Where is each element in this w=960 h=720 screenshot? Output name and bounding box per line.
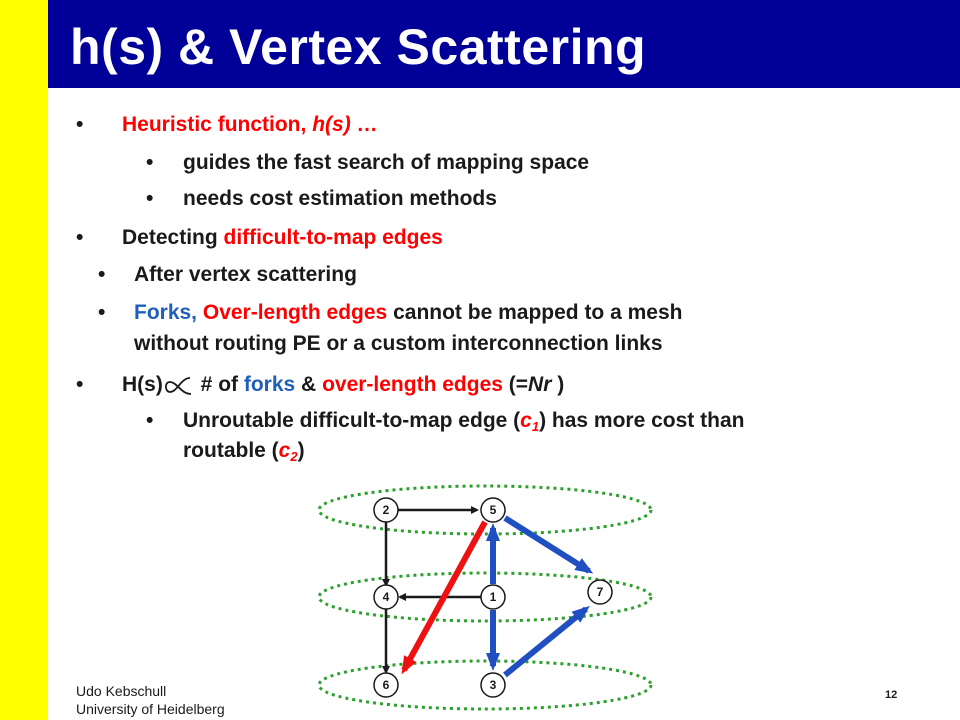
bullet-detecting-pre: Detecting: [122, 226, 224, 249]
c2-subscript: 2: [290, 449, 298, 464]
node-4: [374, 585, 398, 609]
bullet-unroutable-line2: [183, 439, 305, 463]
bullet-heuristic: [122, 113, 378, 137]
bullet-heuristic-italic: h(s): [312, 113, 351, 136]
node-label: 7: [596, 585, 604, 599]
bullet-after-scattering: After vertex scattering: [134, 263, 357, 286]
hs-label: H(s): [122, 373, 163, 396]
overlength-label: Over-length edges: [202, 301, 388, 324]
node-2: [374, 498, 398, 522]
bullet-forks-overlength: [134, 301, 682, 325]
c1-symbol: [520, 409, 539, 432]
bullet-cost-estimation: needs cost estimation methods: [183, 187, 497, 210]
node-5: [481, 498, 505, 522]
routable-close: ): [297, 439, 305, 462]
slide-title: h(s) & Vertex Scattering: [70, 19, 647, 75]
node-label: 4: [382, 590, 390, 604]
node-label: 1: [489, 590, 497, 604]
bullet-detecting: [122, 226, 443, 250]
edge-5-7: [505, 518, 589, 571]
routable-pre: routable (: [183, 439, 279, 462]
bullet-detecting-red: difficult-to-map edges: [223, 226, 443, 249]
hs-close: ): [551, 373, 565, 396]
bullet-marker: •: [76, 226, 84, 249]
node-label: 2: [382, 503, 390, 517]
proportional-to-icon: [163, 373, 195, 397]
bullet-unroutable: [183, 409, 744, 433]
bullet-marker: •: [98, 301, 106, 324]
bullet-forks-rest: cannot be mapped to a mesh: [387, 301, 683, 324]
bullet-marker: •: [76, 373, 84, 396]
bullet-forks-line2: without routing PE or a custom interconnection links: [134, 332, 663, 355]
vertex-scattering-graph: [310, 470, 660, 715]
unroutable-mid: ) has more cost than: [539, 409, 745, 432]
hs-mid: # of: [194, 373, 244, 396]
bullet-marker: •: [146, 409, 154, 432]
node-6: [374, 673, 398, 697]
node-label: 3: [489, 678, 497, 692]
node-label: 6: [382, 678, 390, 692]
hs-post: (=: [502, 373, 529, 396]
unroutable-pre: Unroutable difficult-to-map edge (: [183, 409, 521, 432]
bullet-marker: •: [76, 113, 84, 136]
c2-symbol: [279, 439, 298, 462]
bullet-guides: guides the fast search of mapping space: [183, 151, 590, 174]
hs-forks: forks: [243, 373, 296, 396]
node-3: [481, 673, 505, 697]
hs-overlength: over-length edges: [322, 373, 503, 396]
footer-institution: University of Heidelberg: [76, 701, 225, 717]
bullet-marker: •: [146, 187, 154, 210]
forks-label: Forks,: [134, 301, 203, 324]
footer-credits: [76, 682, 225, 718]
bullet-marker: •: [146, 151, 154, 174]
node-label: 5: [489, 503, 497, 517]
edge-3-7: [505, 609, 586, 675]
hs-amp: &: [295, 373, 323, 396]
left-accent-bar: [0, 0, 48, 720]
bullet-heuristic-text: Heuristic function,: [122, 113, 313, 136]
bullet-heuristic-tail: …: [350, 113, 378, 136]
bullet-marker: •: [98, 263, 106, 286]
footer-author-name: Udo Kebschull: [76, 683, 167, 699]
node-1: [481, 585, 505, 609]
page-number: 12: [885, 689, 898, 701]
c2-letter: c: [278, 439, 291, 462]
c1-letter: c: [520, 409, 532, 432]
node-7: [588, 580, 612, 604]
hs-nr: Nr: [528, 373, 552, 396]
c1-subscript: 1: [531, 419, 540, 434]
bullet-hs-proportional: [122, 373, 564, 397]
